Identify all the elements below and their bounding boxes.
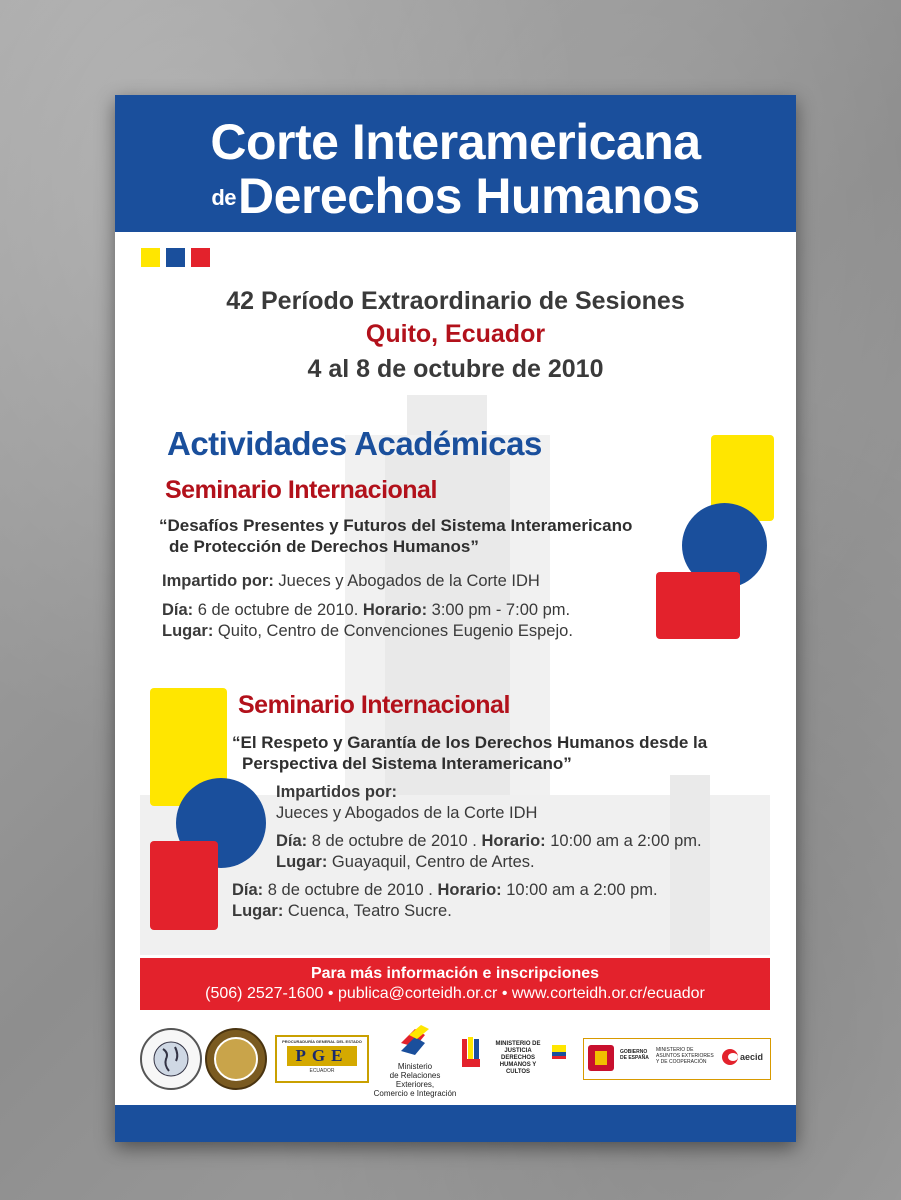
corte-idh-seal-logo [140,1028,202,1090]
red-rectangle-2 [150,841,218,930]
gobierno-espana-aecid-logo [583,1038,771,1080]
relext-line1: Ministerio [397,1062,433,1071]
seminar1-quote [159,515,632,557]
seminar2-by-label: Impartidos por: [276,783,398,801]
seminar1-place: Lugar: Quito, Centro de Convenciones Eugenio Espejo. [162,622,573,640]
red-square-small [191,248,210,267]
seminar1-quote-line2: de Protección de Derechos Humanos” [169,537,479,556]
seminar2-by-value: Jueces y Abogados de la Corte IDH [276,804,538,822]
seminar2-place2: Lugar: Cuenca, Teatro Sucre. [232,902,452,920]
pge-top-text: PROCURADURÍA GENERAL DEL ESTADO [282,1039,362,1044]
pge-logo [275,1035,369,1083]
contact-details[interactable]: (506) 2527-1600 • publica@corteidh.or.cr • www.corteidh.or.cr/ecuador [205,985,705,1002]
justicia-text: MINISTERIO DE JUSTICIA DERECHOS HUMANOS Y CULTOS [495,1041,541,1075]
seminar2-details-a [276,782,702,873]
seminar2-details-b [232,880,658,922]
seminar1-quote-line1: “Desafíos Presentes y Futuros del Sistema Interamericano [159,516,633,535]
globe-icon [151,1039,191,1079]
header-banner [115,95,796,232]
contact-bar [140,958,770,1010]
seminar2-heading: Seminario Internacional [238,691,510,719]
aecid-c-icon [722,1049,738,1065]
session-title: 42 Período Extraordinario de Sesiones [226,287,685,315]
seminar2-day2: Día: 8 de octubre de 2010 . Horario: 10:00 am a 2:00 pm. [232,881,658,899]
poster [115,95,796,1142]
contact-heading: Para más información e inscripciones [310,965,600,982]
seminar1-details [162,571,573,642]
ministry-arrows-icon [395,1023,435,1057]
relext-line3: Comercio e Integración [373,1089,457,1098]
yellow-square-small [141,248,160,267]
seminar2-place1: Lugar: Guayaquil, Centro de Artes. [276,853,535,871]
title-line-2 [115,167,796,225]
seminar2-quote [232,732,707,774]
ministerio-justicia-logo [460,1035,570,1075]
seminar1-day: Día: 6 de octubre de 2010. Horario: 3:00 pm - 7:00 pm. [162,601,571,619]
seminar2-quote-line2: Perspectiva del Sistema Interamericano” [242,754,572,773]
event-location: Quito, Ecuador [365,320,546,348]
seminar1-heading: Seminario Internacional [165,476,437,504]
seminar2-day1: Día: 8 de octubre de 2010 . Horario: 10:00 am a 2:00 pm. [276,832,702,850]
espana-gob-text: GOBIERNO DE ESPAÑA [620,1049,649,1061]
espana-min-text: MINISTERIO DE ASUNTOS EXTERIORES Y DE COOPERACIÓN [656,1047,714,1065]
pge-letters: PGE [287,1046,357,1066]
seminar2-quote-line1: “El Respeto y Garantía de los Derechos Humanos desde la [232,733,708,752]
title-de: de [211,185,237,210]
justice-hand-icon [460,1035,486,1069]
section-title: Actividades Académicas [167,425,542,462]
blue-square-small [166,248,185,267]
aecid-text: aecid [740,1052,764,1062]
seminar1-by: Impartido por: Jueces y Abogados de la Corte IDH [162,572,540,590]
pge-bottom-text: ECUADOR [309,1068,335,1074]
relaciones-exteriores-logo [370,1023,460,1098]
red-rectangle [656,572,740,639]
event-dates: 4 al 8 de octubre de 2010 [307,355,604,383]
relext-line2: de Relaciones Exteriores, [389,1071,441,1089]
oas-seal-logo [205,1028,267,1090]
spain-coat-of-arms-icon [588,1045,614,1071]
ecuador-flag-mini [552,1045,566,1059]
footer-bar [115,1105,796,1142]
title-derechos: Derechos Humanos [238,168,700,224]
title-line-1: Corte Interamericana [210,114,701,170]
